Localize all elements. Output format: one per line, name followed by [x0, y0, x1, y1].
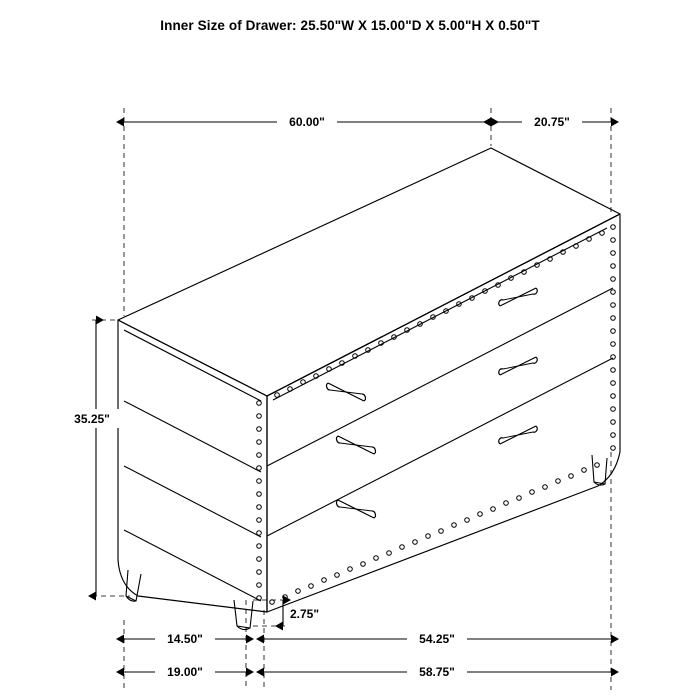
- dimension-base-left-offset: [124, 662, 246, 681]
- dimension-leg-height: [253, 600, 319, 626]
- dimension-base-width: [264, 662, 611, 681]
- dimension-top-depth: [491, 112, 611, 131]
- dimension-top-width: [124, 112, 491, 131]
- dimension-label-front-case-width: 54.25": [419, 632, 455, 646]
- leg-back-right: [592, 455, 607, 485]
- dimension-label-top-width: 60.00": [289, 115, 325, 129]
- leg-front-center: [234, 600, 253, 630]
- dresser-body: [118, 148, 620, 612]
- drawer-handle-left-bottom: [337, 500, 376, 518]
- drawer-lines-right: [267, 228, 613, 536]
- nailhead-trim-bottom-rail: [270, 463, 600, 605]
- dimension-label-top-depth: 20.75": [534, 115, 570, 129]
- nailhead-trim-right-edge: [611, 238, 616, 451]
- drawer-handle-right-bottom: [499, 426, 537, 444]
- dimension-height: [62, 320, 122, 596]
- dimension-front-left-offset: [124, 629, 246, 648]
- drawer-handle-right-top: [499, 288, 537, 306]
- nailhead-trim-front-stile: [257, 401, 262, 601]
- dimension-front-case-width: [264, 629, 611, 648]
- dimension-label-base-left-offset: 19.00": [167, 665, 203, 679]
- drawer-handle-right-middle: [499, 357, 537, 375]
- dimension-label-front-left-offset: 14.50": [167, 632, 203, 646]
- dimension-label-leg-height: 2.75": [290, 607, 320, 621]
- page-title: Inner Size of Drawer: 25.50"W X 15.00"D X 5.00"H X 0.50"T: [160, 18, 540, 33]
- drawer-handle-left-top: [327, 383, 366, 401]
- drawer-lines-left: [124, 401, 261, 601]
- drawer-handle-left-middle: [337, 436, 376, 454]
- dimension-label-base-width: 58.75": [419, 665, 455, 679]
- dimension-label-height: 35.25": [74, 412, 110, 426]
